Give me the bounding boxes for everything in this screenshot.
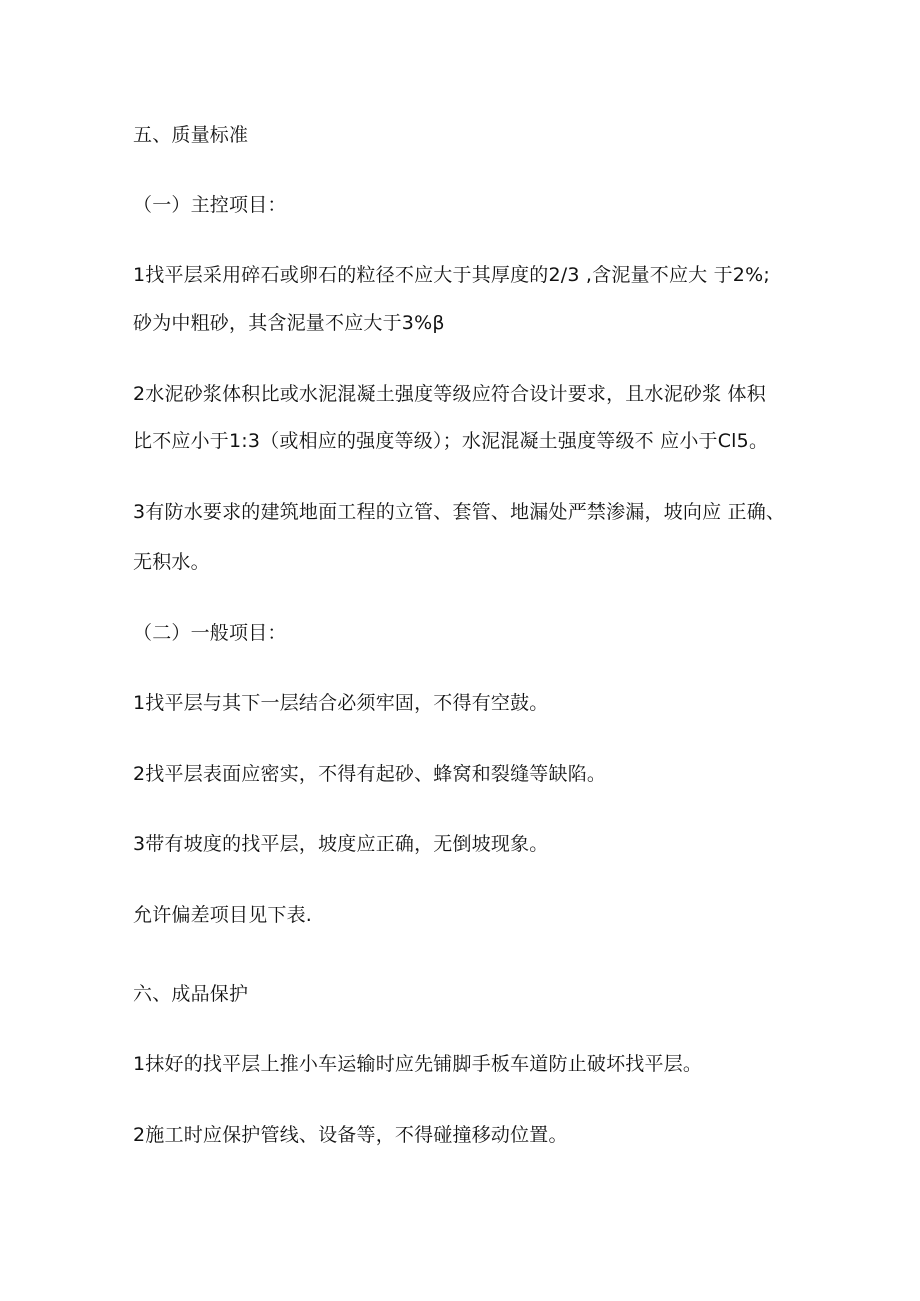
main-item-3-line-1: 3有防水要求的建筑地面工程的立管、套管、地漏处严禁渗漏，坡向应 正确、 <box>133 501 786 523</box>
protection-item-2: 2施工时应保护管线、设备等，不得碰撞移动位置。 <box>133 1124 568 1146</box>
general-item-3: 3带有坡度的找平层，坡度应正确，无倒坡现象。 <box>133 833 549 855</box>
protection-item-1: 1抹好的找平层上推小车运输时应先铺脚手板车道防止破坏找平层。 <box>133 1053 703 1075</box>
general-items-heading: （二）一般项目： <box>133 622 287 644</box>
main-item-1-line-1: 1找平层采用碎石或卵石的粒径不应大于其厚度的2/3 ,含泥量不应大 于2%; <box>133 264 770 286</box>
section-6-title: 六、成品保护 <box>133 983 249 1005</box>
section-5-title: 五、质量标准 <box>133 124 249 146</box>
tolerance-note: 允许偏差项目见下表. <box>133 904 313 926</box>
main-item-3-line-2: 无积水。 <box>133 551 210 573</box>
main-items-heading: （一）主控项目： <box>133 194 287 216</box>
general-item-2: 2找平层表面应密实，不得有起砂、蜂窝和裂缝等缺陷。 <box>133 763 607 785</box>
main-item-2-line-1: 2水泥砂浆体积比或水泥混凝土强度等级应符合设计要求，且水泥砂浆 体积 <box>133 383 766 405</box>
general-item-1: 1找平层与其下一层结合必须牢固，不得有空鼓。 <box>133 692 549 714</box>
main-item-2-line-2: 比不应小于1:3（或相应的强度等级）；水泥混凝土强度等级不 应小于Cl5。 <box>133 430 769 452</box>
main-item-1-line-2: 砂为中粗砂，其含泥量不应大于3%β <box>133 312 445 334</box>
